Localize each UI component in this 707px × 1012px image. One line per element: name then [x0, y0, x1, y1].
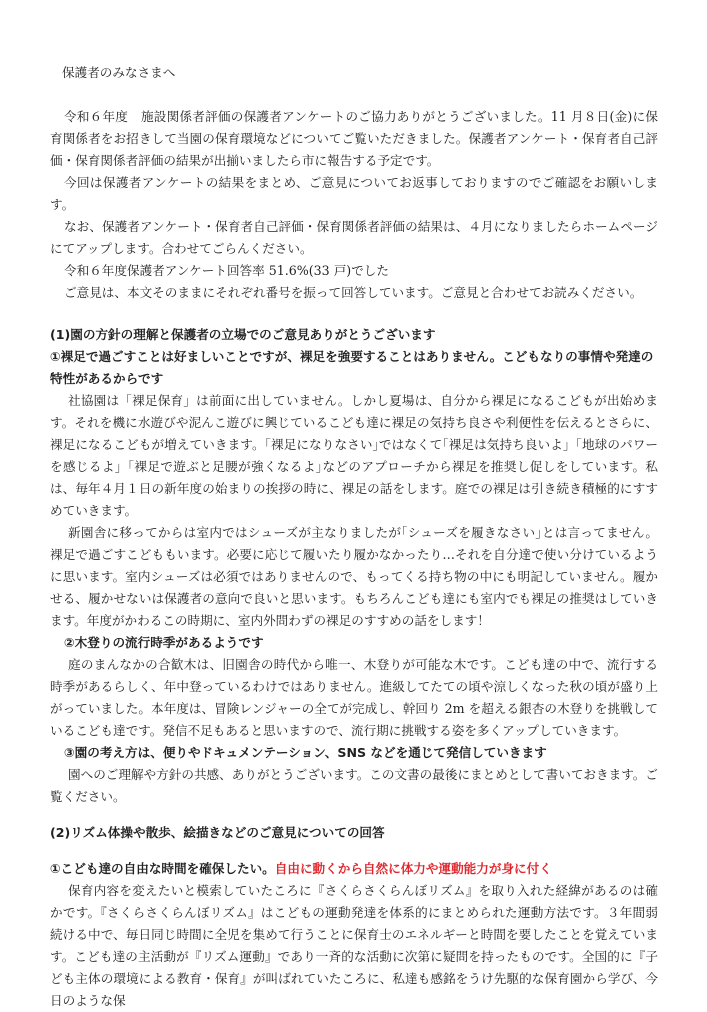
section1-item3-heading: ③園の考え方は、便りやドキュメンテーション、SNS などを通じて発信していきます: [64, 745, 547, 760]
section1-item1-heading: ①裸足で過ごすことは好ましいことですが、裸足を強要することはありません。こどもなりの事情や発達の特性があるからです: [50, 349, 654, 386]
section1-item2-heading: ②木登りの流行時季があるようです: [64, 635, 264, 650]
section2-item1-paragraph: 保育内容を変えたいと模索していたころに『さくらさくらんぼリズム』を取り入れた経緯があるのは確かです。『さくらさくらんぼリズム』はこどもの運動発達を体系的にまとめられた運動方法です。３年間弱続ける中で、毎日同じ時間に全児を集めて行うことに保育士のエネルギーと時間を要したことを覚えています。こども達の主活動が『リズム運動』であり一斉的な活動に次第に疑問を持ったものです。全国的に『子ども主体の環境による教育・保育』が叫ばれていたころに、私達も感銘をうけ先駆的な保育園から学び、今日のような保: [50, 883, 658, 1008]
spacer: [50, 304, 658, 324]
intro-paragraph-5: ご意見は、本文そのままにそれぞれ番号を振って回答しています。ご意見と合わせてお読みください。: [64, 285, 643, 300]
intro-paragraph-1: 令和６年度 施設関係者評価の保護者アンケートのご協力ありがとうございました。11 月８日(金)に保育関係者をお招きして当園の保育環境などについてご覧いただきました。保護者アンケート・保育者自己評価・保育関係者評価の結果が出揃いましたら市に報告する予定です。: [50, 109, 658, 168]
section2-item1-heading-text: ①こども達の自由な時間を確保したい。: [50, 861, 275, 876]
section2-item1-heading: [50, 858, 658, 880]
section2-item1-heading-highlight: 自由に動くから自然に体力や運動能力が身に付く: [274, 861, 552, 876]
section1-item1-paragraph-1: 社協園は「裸足保育」は前面に出していません。しかし夏場は、自分から裸足になるこどもが出始めます。それを機に水遊びや泥んこ遊びに興じているこども達に裸足の気持ち良さや利便性を伝えるとさらに、裸足になるこどもが増えていきます。｢裸足になりなさい｣ではなくて｢裸足は気持ち良いよ｣「地球のパワーを感じるよ」｢裸足で遊ぶと足腰が強くなるよ｣などのアプローチから裸足を推奨し促しをしています。私は、毎年４月１日の新年度の始まりの挨拶の時に、裸足の話をします。庭での裸足は引き続き積極的にすすめていきます。: [50, 393, 658, 518]
spacer: [50, 808, 658, 822]
intro-paragraph-3: なお、保護者アンケート・保育者自己評価・保育関係者評価の結果は、４月になりましたらホームページにてアップします。合わせてごらんください。: [50, 219, 658, 256]
section1-item2-paragraph: 庭のまんなかの合歓木は、旧園舎の時代から唯一、木登りが可能な木です。こども達の中で、流行する時季があるらしく、年中登っているわけではありません。進級してたての頃や涼しくなった秋の頃が盛り上がっていました。本年度は、冒険レンジャーの全てが完成し、幹回り 2m を超える銀杏の木登りを挑戦しているこども達です。発信不足もあると思いますので、流行期に挑戦する姿を多くアップしていきます。: [50, 657, 658, 738]
section2-heading: (2)リズム体操や散歩、絵描きなどのご意見についての回答: [50, 825, 385, 840]
section1-heading: (1)園の方針の理解と保護者の立場でのご意見ありがとうございます: [50, 327, 436, 342]
greeting: 保護者のみなさまへ: [62, 65, 176, 80]
intro-paragraph-2: 今回は保護者アンケートの結果をまとめ、ご意見についてお返事しておりますのでご確認をお願いします。: [50, 175, 658, 212]
spacer: [50, 844, 658, 858]
intro-paragraph-4: 令和６年度保護者アンケート回答率 51.6%(33 戸)でした: [64, 263, 389, 278]
document-page: [50, 62, 658, 1012]
section1-item3-paragraph: 園へのご理解や方針の共感、ありがとうございます。この文書の最後にまとめとして書いておきます。ご覧ください。: [50, 767, 658, 804]
section1-item1-paragraph-2: 新園舎に移ってからは室内ではシューズが主なりましたが｢シューズを履きなさい｣とは言ってません。裸足で過ごすこどももいます。必要に応じて履いたり履かなかったり…それを自分達で使い分けているように思います。室内シューズは必須ではありませんので、もってくる持ち物の中にも明記していません。履かせる、履かせないは保護者の意向で良いと思います。もちろんこども達にも室内でも裸足の推奨はしていきます。年度がかわるこの時期に、室内外問わずの裸足のすすめの話をします！: [50, 525, 658, 628]
